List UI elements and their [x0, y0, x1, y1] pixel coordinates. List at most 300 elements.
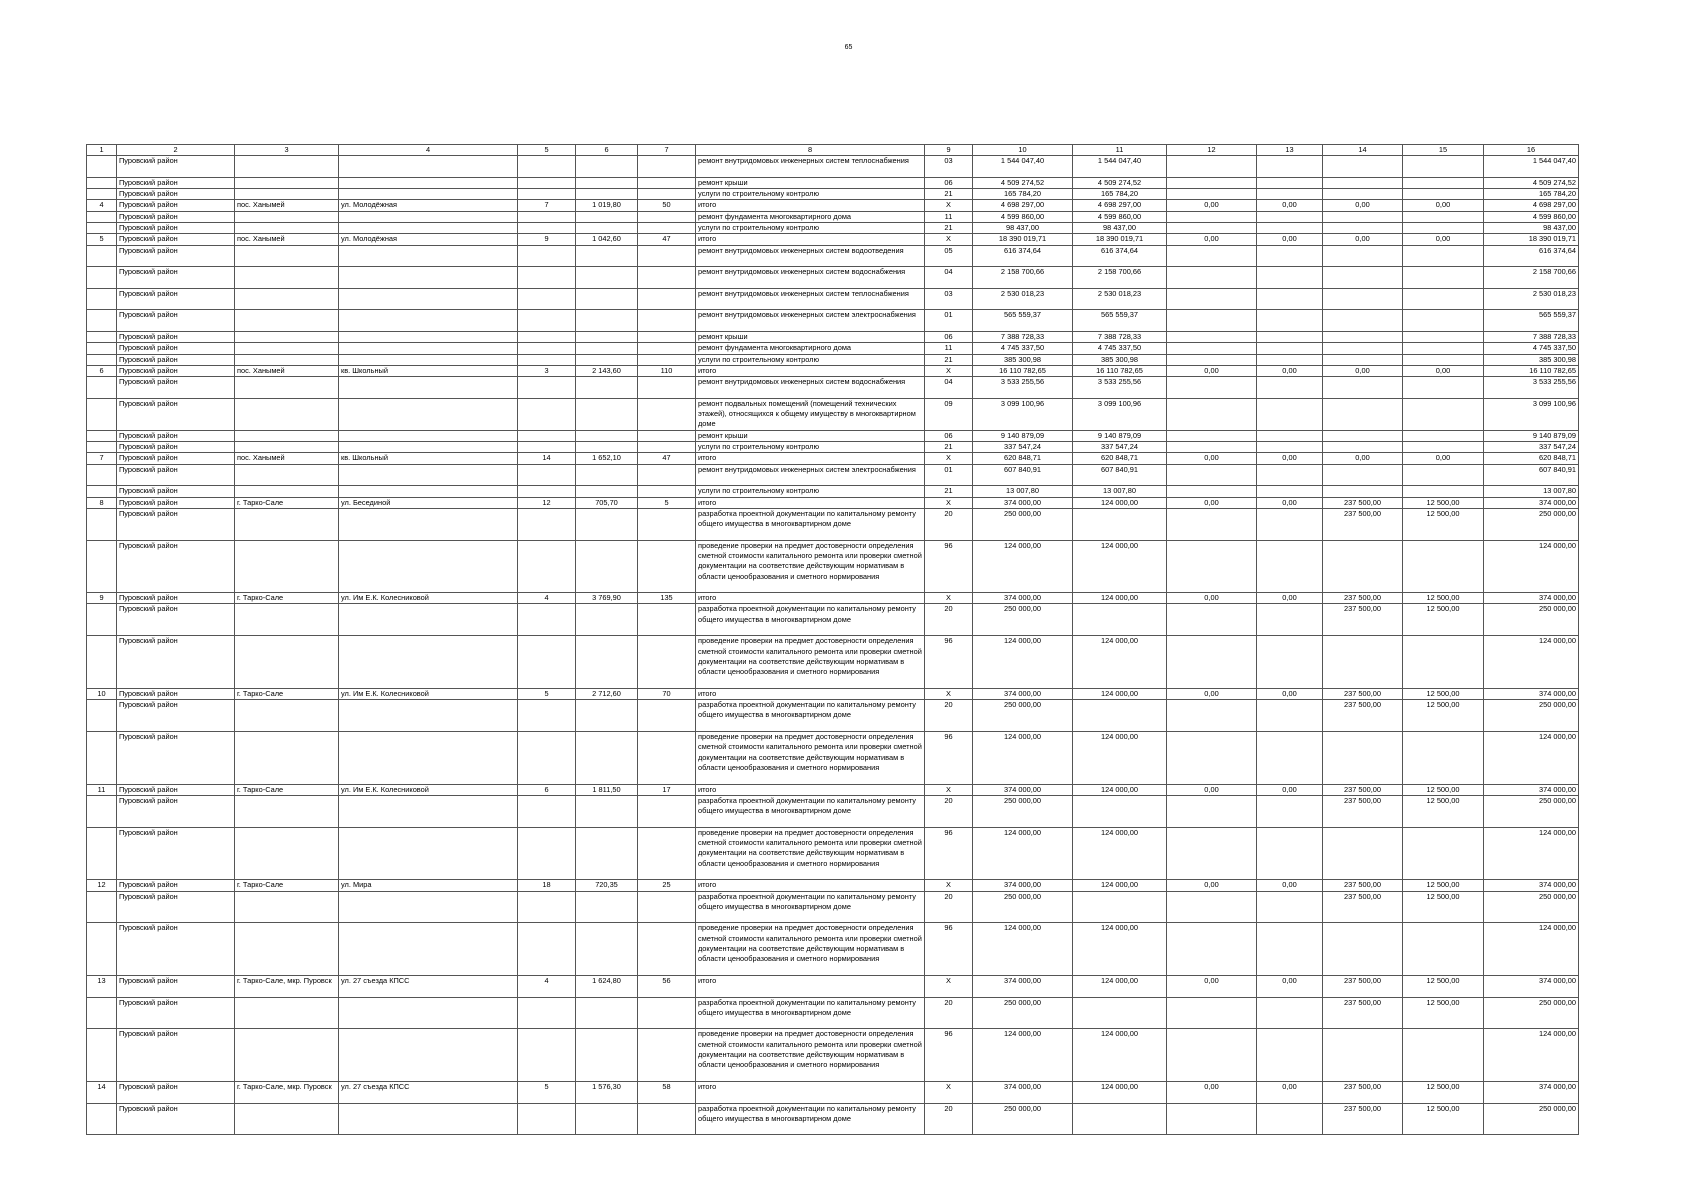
- settlement-cell: [235, 732, 339, 785]
- residents-cell: 25: [638, 880, 696, 891]
- street-cell: [339, 398, 518, 430]
- column-header: 1: [87, 145, 117, 156]
- column-header: 2: [117, 145, 235, 156]
- column-header: 4: [339, 145, 518, 156]
- residents-cell: 5: [638, 497, 696, 508]
- source-15-cell: [1403, 343, 1484, 354]
- residents-cell: [638, 267, 696, 289]
- work-code-cell: 96: [925, 923, 973, 976]
- capital-repair-table: [86, 144, 1579, 1135]
- source-14-cell: [1323, 332, 1403, 343]
- source-15-cell: 12 500,00: [1403, 880, 1484, 891]
- row-number-cell: [87, 177, 117, 188]
- work-type-cell: разработка проектной документации по капитальному ремонту общего имущества в многоквартирном доме: [696, 508, 925, 540]
- street-cell: [339, 1029, 518, 1082]
- row-number-cell: [87, 1029, 117, 1082]
- row-number-cell: 6: [87, 365, 117, 376]
- house-number-cell: [518, 1029, 576, 1082]
- source-14-cell: 237 500,00: [1323, 1081, 1403, 1103]
- house-number-cell: [518, 267, 576, 289]
- fund-cost-cell: 124 000,00: [1073, 636, 1167, 689]
- area-cell: [576, 923, 638, 976]
- row-number-cell: 9: [87, 593, 117, 604]
- fund-cost-cell: 4 698 297,00: [1073, 200, 1167, 211]
- fund-cost-cell: 620 848,71: [1073, 453, 1167, 464]
- street-cell: [339, 827, 518, 880]
- source-13-cell: [1257, 354, 1323, 365]
- street-cell: [339, 732, 518, 785]
- source-12-cell: [1167, 310, 1257, 332]
- row-number-cell: 7: [87, 453, 117, 464]
- row-number-cell: 13: [87, 975, 117, 997]
- work-type-cell: услуги по строительному контролю: [696, 223, 925, 234]
- work-type-cell: ремонт крыши: [696, 430, 925, 441]
- fund-cost-cell: 124 000,00: [1073, 593, 1167, 604]
- total-cost-cell: 607 840,91: [973, 464, 1073, 486]
- source-14-cell: [1323, 732, 1403, 785]
- column-header: 6: [576, 145, 638, 156]
- settlement-cell: пос. Ханымей: [235, 365, 339, 376]
- work-type-cell: итого: [696, 453, 925, 464]
- settlement-cell: [235, 288, 339, 310]
- source-12-cell: [1167, 211, 1257, 222]
- work-code-cell: Х: [925, 1081, 973, 1103]
- house-number-cell: [518, 211, 576, 222]
- house-number-cell: 18: [518, 880, 576, 891]
- source-14-cell: 237 500,00: [1323, 997, 1403, 1029]
- source-15-cell: 12 500,00: [1403, 604, 1484, 636]
- area-cell: [576, 795, 638, 827]
- cost-16-cell: 4 745 337,50: [1484, 343, 1579, 354]
- row-number-cell: [87, 891, 117, 923]
- residents-cell: 135: [638, 593, 696, 604]
- source-13-cell: [1257, 1029, 1323, 1082]
- street-cell: кв. Школьный: [339, 453, 518, 464]
- area-cell: [576, 354, 638, 365]
- source-13-cell: [1257, 732, 1323, 785]
- source-15-cell: 0,00: [1403, 365, 1484, 376]
- source-15-cell: [1403, 540, 1484, 593]
- cost-16-cell: 374 000,00: [1484, 880, 1579, 891]
- work-code-cell: 11: [925, 211, 973, 222]
- source-14-cell: [1323, 636, 1403, 689]
- work-code-cell: Х: [925, 365, 973, 376]
- source-15-cell: 12 500,00: [1403, 795, 1484, 827]
- fund-cost-cell: [1073, 604, 1167, 636]
- work-code-cell: Х: [925, 497, 973, 508]
- source-14-cell: 0,00: [1323, 234, 1403, 245]
- cost-16-cell: 385 300,98: [1484, 354, 1579, 365]
- work-code-cell: 96: [925, 1029, 973, 1082]
- residents-cell: [638, 464, 696, 486]
- table-row: [87, 827, 1579, 880]
- area-cell: [576, 245, 638, 267]
- residents-cell: [638, 223, 696, 234]
- house-number-cell: [518, 997, 576, 1029]
- house-number-cell: [518, 464, 576, 486]
- source-13-cell: 0,00: [1257, 975, 1323, 997]
- cost-16-cell: 374 000,00: [1484, 688, 1579, 699]
- fund-cost-cell: 9 140 879,09: [1073, 430, 1167, 441]
- work-type-cell: проведение проверки на предмет достоверности определения сметной стоимости капитального ремонта или проверки сметной документации на соответствие действующим нормативам в области ценообразования и сметного нормирования: [696, 1029, 925, 1082]
- street-cell: [339, 636, 518, 689]
- source-14-cell: [1323, 267, 1403, 289]
- table-row-total: [87, 975, 1579, 997]
- total-cost-cell: 98 437,00: [973, 223, 1073, 234]
- source-13-cell: 0,00: [1257, 593, 1323, 604]
- settlement-cell: г. Тарко-Сале: [235, 880, 339, 891]
- settlement-cell: [235, 211, 339, 222]
- cost-16-cell: 250 000,00: [1484, 508, 1579, 540]
- district-cell: Пуровский район: [117, 343, 235, 354]
- row-number-cell: [87, 156, 117, 178]
- row-number-cell: [87, 398, 117, 430]
- row-number-cell: 4: [87, 200, 117, 211]
- area-cell: [576, 540, 638, 593]
- residents-cell: 47: [638, 453, 696, 464]
- work-code-cell: 21: [925, 223, 973, 234]
- residents-cell: [638, 508, 696, 540]
- fund-cost-cell: 16 110 782,65: [1073, 365, 1167, 376]
- source-15-cell: 12 500,00: [1403, 508, 1484, 540]
- source-12-cell: [1167, 156, 1257, 178]
- district-cell: Пуровский район: [117, 975, 235, 997]
- fund-cost-cell: [1073, 700, 1167, 732]
- area-cell: [576, 1103, 638, 1135]
- source-13-cell: [1257, 211, 1323, 222]
- table-row: [87, 997, 1579, 1029]
- source-14-cell: [1323, 827, 1403, 880]
- settlement-cell: [235, 604, 339, 636]
- table-row-total: [87, 365, 1579, 376]
- district-cell: Пуровский район: [117, 795, 235, 827]
- district-cell: Пуровский район: [117, 880, 235, 891]
- work-code-cell: 04: [925, 267, 973, 289]
- fund-cost-cell: [1073, 508, 1167, 540]
- work-code-cell: 96: [925, 827, 973, 880]
- source-13-cell: [1257, 795, 1323, 827]
- fund-cost-cell: 124 000,00: [1073, 540, 1167, 593]
- source-15-cell: 12 500,00: [1403, 700, 1484, 732]
- work-type-cell: ремонт внутридомовых инженерных систем теплоснабжения: [696, 288, 925, 310]
- house-number-cell: [518, 604, 576, 636]
- area-cell: 705,70: [576, 497, 638, 508]
- total-cost-cell: 250 000,00: [973, 997, 1073, 1029]
- source-12-cell: 0,00: [1167, 200, 1257, 211]
- residents-cell: 56: [638, 975, 696, 997]
- source-12-cell: [1167, 464, 1257, 486]
- column-header: 8: [696, 145, 925, 156]
- residents-cell: [638, 795, 696, 827]
- street-cell: ул. Молодёжная: [339, 234, 518, 245]
- source-15-cell: [1403, 156, 1484, 178]
- row-number-cell: [87, 343, 117, 354]
- work-code-cell: 06: [925, 332, 973, 343]
- source-12-cell: [1167, 636, 1257, 689]
- fund-cost-cell: 124 000,00: [1073, 688, 1167, 699]
- source-12-cell: [1167, 245, 1257, 267]
- area-cell: [576, 732, 638, 785]
- source-14-cell: 0,00: [1323, 453, 1403, 464]
- district-cell: Пуровский район: [117, 245, 235, 267]
- work-code-cell: Х: [925, 880, 973, 891]
- work-code-cell: 01: [925, 310, 973, 332]
- source-12-cell: [1167, 343, 1257, 354]
- work-code-cell: Х: [925, 453, 973, 464]
- house-number-cell: [518, 189, 576, 200]
- street-cell: [339, 189, 518, 200]
- district-cell: Пуровский район: [117, 453, 235, 464]
- source-15-cell: [1403, 377, 1484, 399]
- total-cost-cell: 250 000,00: [973, 795, 1073, 827]
- house-number-cell: [518, 442, 576, 453]
- house-number-cell: [518, 430, 576, 441]
- total-cost-cell: 4 698 297,00: [973, 200, 1073, 211]
- area-cell: [576, 486, 638, 497]
- source-12-cell: [1167, 189, 1257, 200]
- area-cell: 3 769,90: [576, 593, 638, 604]
- source-13-cell: 0,00: [1257, 784, 1323, 795]
- district-cell: Пуровский район: [117, 354, 235, 365]
- street-cell: [339, 211, 518, 222]
- table-row: [87, 211, 1579, 222]
- row-number-cell: [87, 354, 117, 365]
- fund-cost-cell: 2 530 018,23: [1073, 288, 1167, 310]
- total-cost-cell: 616 374,64: [973, 245, 1073, 267]
- settlement-cell: [235, 923, 339, 976]
- total-cost-cell: 124 000,00: [973, 827, 1073, 880]
- residents-cell: [638, 310, 696, 332]
- total-cost-cell: 165 784,20: [973, 189, 1073, 200]
- area-cell: [576, 156, 638, 178]
- source-15-cell: [1403, 310, 1484, 332]
- row-number-cell: [87, 997, 117, 1029]
- work-type-cell: итого: [696, 688, 925, 699]
- source-12-cell: 0,00: [1167, 975, 1257, 997]
- fund-cost-cell: 3 099 100,96: [1073, 398, 1167, 430]
- district-cell: Пуровский район: [117, 604, 235, 636]
- row-number-cell: [87, 486, 117, 497]
- district-cell: Пуровский район: [117, 377, 235, 399]
- work-code-cell: 03: [925, 288, 973, 310]
- total-cost-cell: 124 000,00: [973, 732, 1073, 785]
- source-13-cell: [1257, 891, 1323, 923]
- table-row-total: [87, 593, 1579, 604]
- district-cell: Пуровский район: [117, 398, 235, 430]
- row-number-cell: [87, 430, 117, 441]
- total-cost-cell: 250 000,00: [973, 604, 1073, 636]
- cost-16-cell: 250 000,00: [1484, 700, 1579, 732]
- source-15-cell: [1403, 398, 1484, 430]
- source-15-cell: [1403, 245, 1484, 267]
- work-code-cell: 21: [925, 354, 973, 365]
- source-12-cell: 0,00: [1167, 784, 1257, 795]
- table-row: [87, 700, 1579, 732]
- fund-cost-cell: [1073, 795, 1167, 827]
- source-13-cell: [1257, 177, 1323, 188]
- house-number-cell: [518, 540, 576, 593]
- fund-cost-cell: 4 509 274,52: [1073, 177, 1167, 188]
- cost-16-cell: 124 000,00: [1484, 540, 1579, 593]
- area-cell: [576, 288, 638, 310]
- source-13-cell: [1257, 700, 1323, 732]
- street-cell: [339, 377, 518, 399]
- table-row: [87, 354, 1579, 365]
- district-cell: Пуровский район: [117, 177, 235, 188]
- street-cell: [339, 177, 518, 188]
- row-number-cell: 10: [87, 688, 117, 699]
- work-code-cell: 96: [925, 636, 973, 689]
- house-number-cell: [518, 156, 576, 178]
- table-row: [87, 343, 1579, 354]
- source-13-cell: 0,00: [1257, 200, 1323, 211]
- settlement-cell: [235, 997, 339, 1029]
- cost-16-cell: 124 000,00: [1484, 636, 1579, 689]
- table-row: [87, 377, 1579, 399]
- cost-16-cell: 98 437,00: [1484, 223, 1579, 234]
- work-type-cell: ремонт фундамента многоквартирного дома: [696, 343, 925, 354]
- work-code-cell: 05: [925, 245, 973, 267]
- work-code-cell: 20: [925, 997, 973, 1029]
- area-cell: [576, 177, 638, 188]
- source-12-cell: [1167, 508, 1257, 540]
- source-12-cell: [1167, 700, 1257, 732]
- district-cell: Пуровский район: [117, 732, 235, 785]
- settlement-cell: [235, 795, 339, 827]
- work-type-cell: ремонт внутридомовых инженерных систем водоотведения: [696, 245, 925, 267]
- residents-cell: [638, 604, 696, 636]
- work-type-cell: проведение проверки на предмет достоверности определения сметной стоимости капитального ремонта или проверки сметной документации на соответствие действующим нормативам в области ценообразования и сметного нормирования: [696, 540, 925, 593]
- cost-16-cell: 124 000,00: [1484, 827, 1579, 880]
- source-13-cell: 0,00: [1257, 234, 1323, 245]
- work-type-cell: разработка проектной документации по капитальному ремонту общего имущества в многоквартирном доме: [696, 997, 925, 1029]
- table-row-total: [87, 1081, 1579, 1103]
- district-cell: Пуровский район: [117, 784, 235, 795]
- row-number-cell: [87, 923, 117, 976]
- residents-cell: 17: [638, 784, 696, 795]
- source-15-cell: 12 500,00: [1403, 688, 1484, 699]
- fund-cost-cell: 124 000,00: [1073, 880, 1167, 891]
- street-cell: [339, 891, 518, 923]
- settlement-cell: г. Тарко-Сале, мкр. Пуровск: [235, 1081, 339, 1103]
- table-row: [87, 732, 1579, 785]
- source-14-cell: [1323, 310, 1403, 332]
- fund-cost-cell: 4 745 337,50: [1073, 343, 1167, 354]
- total-cost-cell: 337 547,24: [973, 442, 1073, 453]
- source-12-cell: 0,00: [1167, 880, 1257, 891]
- fund-cost-cell: 124 000,00: [1073, 827, 1167, 880]
- row-number-cell: [87, 442, 117, 453]
- settlement-cell: [235, 223, 339, 234]
- fund-cost-cell: 18 390 019,71: [1073, 234, 1167, 245]
- area-cell: [576, 189, 638, 200]
- work-code-cell: Х: [925, 200, 973, 211]
- cost-16-cell: 616 374,64: [1484, 245, 1579, 267]
- source-14-cell: [1323, 923, 1403, 976]
- work-type-cell: итого: [696, 975, 925, 997]
- street-cell: [339, 223, 518, 234]
- cost-16-cell: 374 000,00: [1484, 1081, 1579, 1103]
- settlement-cell: [235, 156, 339, 178]
- source-12-cell: [1167, 288, 1257, 310]
- settlement-cell: пос. Ханымей: [235, 453, 339, 464]
- street-cell: [339, 923, 518, 976]
- source-15-cell: 12 500,00: [1403, 1103, 1484, 1135]
- source-14-cell: 237 500,00: [1323, 975, 1403, 997]
- source-14-cell: 237 500,00: [1323, 784, 1403, 795]
- work-type-cell: ремонт внутридомовых инженерных систем теплоснабжения: [696, 156, 925, 178]
- street-cell: [339, 540, 518, 593]
- source-13-cell: [1257, 604, 1323, 636]
- source-13-cell: 0,00: [1257, 453, 1323, 464]
- residents-cell: [638, 398, 696, 430]
- area-cell: [576, 636, 638, 689]
- source-12-cell: [1167, 827, 1257, 880]
- source-14-cell: [1323, 377, 1403, 399]
- work-type-cell: услуги по строительному контролю: [696, 354, 925, 365]
- area-cell: 720,35: [576, 880, 638, 891]
- row-number-cell: [87, 827, 117, 880]
- source-12-cell: 0,00: [1167, 234, 1257, 245]
- house-number-cell: [518, 398, 576, 430]
- total-cost-cell: 4 745 337,50: [973, 343, 1073, 354]
- residents-cell: [638, 732, 696, 785]
- total-cost-cell: 2 158 700,66: [973, 267, 1073, 289]
- area-cell: [576, 310, 638, 332]
- street-cell: [339, 354, 518, 365]
- work-code-cell: 11: [925, 343, 973, 354]
- source-14-cell: 237 500,00: [1323, 604, 1403, 636]
- source-14-cell: [1323, 1029, 1403, 1082]
- residents-cell: [638, 332, 696, 343]
- source-12-cell: [1167, 732, 1257, 785]
- cost-16-cell: 165 784,20: [1484, 189, 1579, 200]
- fund-cost-cell: 3 533 255,56: [1073, 377, 1167, 399]
- source-15-cell: 0,00: [1403, 453, 1484, 464]
- house-number-cell: [518, 310, 576, 332]
- work-type-cell: ремонт внутридомовых инженерных систем водоснабжения: [696, 377, 925, 399]
- total-cost-cell: 374 000,00: [973, 784, 1073, 795]
- work-code-cell: 04: [925, 377, 973, 399]
- work-code-cell: 03: [925, 156, 973, 178]
- source-12-cell: [1167, 332, 1257, 343]
- settlement-cell: [235, 398, 339, 430]
- source-14-cell: [1323, 430, 1403, 441]
- source-14-cell: 237 500,00: [1323, 700, 1403, 732]
- work-code-cell: Х: [925, 975, 973, 997]
- work-type-cell: ремонт подвальных помещений (помещений технических этажей), относящихся к общему имуществу в многоквартирном доме: [696, 398, 925, 430]
- residents-cell: [638, 211, 696, 222]
- cost-16-cell: 607 840,91: [1484, 464, 1579, 486]
- district-cell: Пуровский район: [117, 211, 235, 222]
- street-cell: ул. Им Е.К. Колесниковой: [339, 784, 518, 795]
- district-cell: Пуровский район: [117, 1081, 235, 1103]
- fund-cost-cell: 124 000,00: [1073, 732, 1167, 785]
- area-cell: [576, 464, 638, 486]
- source-15-cell: [1403, 288, 1484, 310]
- area-cell: [576, 223, 638, 234]
- district-cell: Пуровский район: [117, 200, 235, 211]
- table-row: [87, 464, 1579, 486]
- total-cost-cell: 7 388 728,33: [973, 332, 1073, 343]
- source-15-cell: 12 500,00: [1403, 497, 1484, 508]
- source-12-cell: [1167, 1029, 1257, 1082]
- work-code-cell: 06: [925, 430, 973, 441]
- residents-cell: [638, 189, 696, 200]
- table-row: [87, 540, 1579, 593]
- fund-cost-cell: 616 374,64: [1073, 245, 1167, 267]
- settlement-cell: г. Тарко-Сале: [235, 784, 339, 795]
